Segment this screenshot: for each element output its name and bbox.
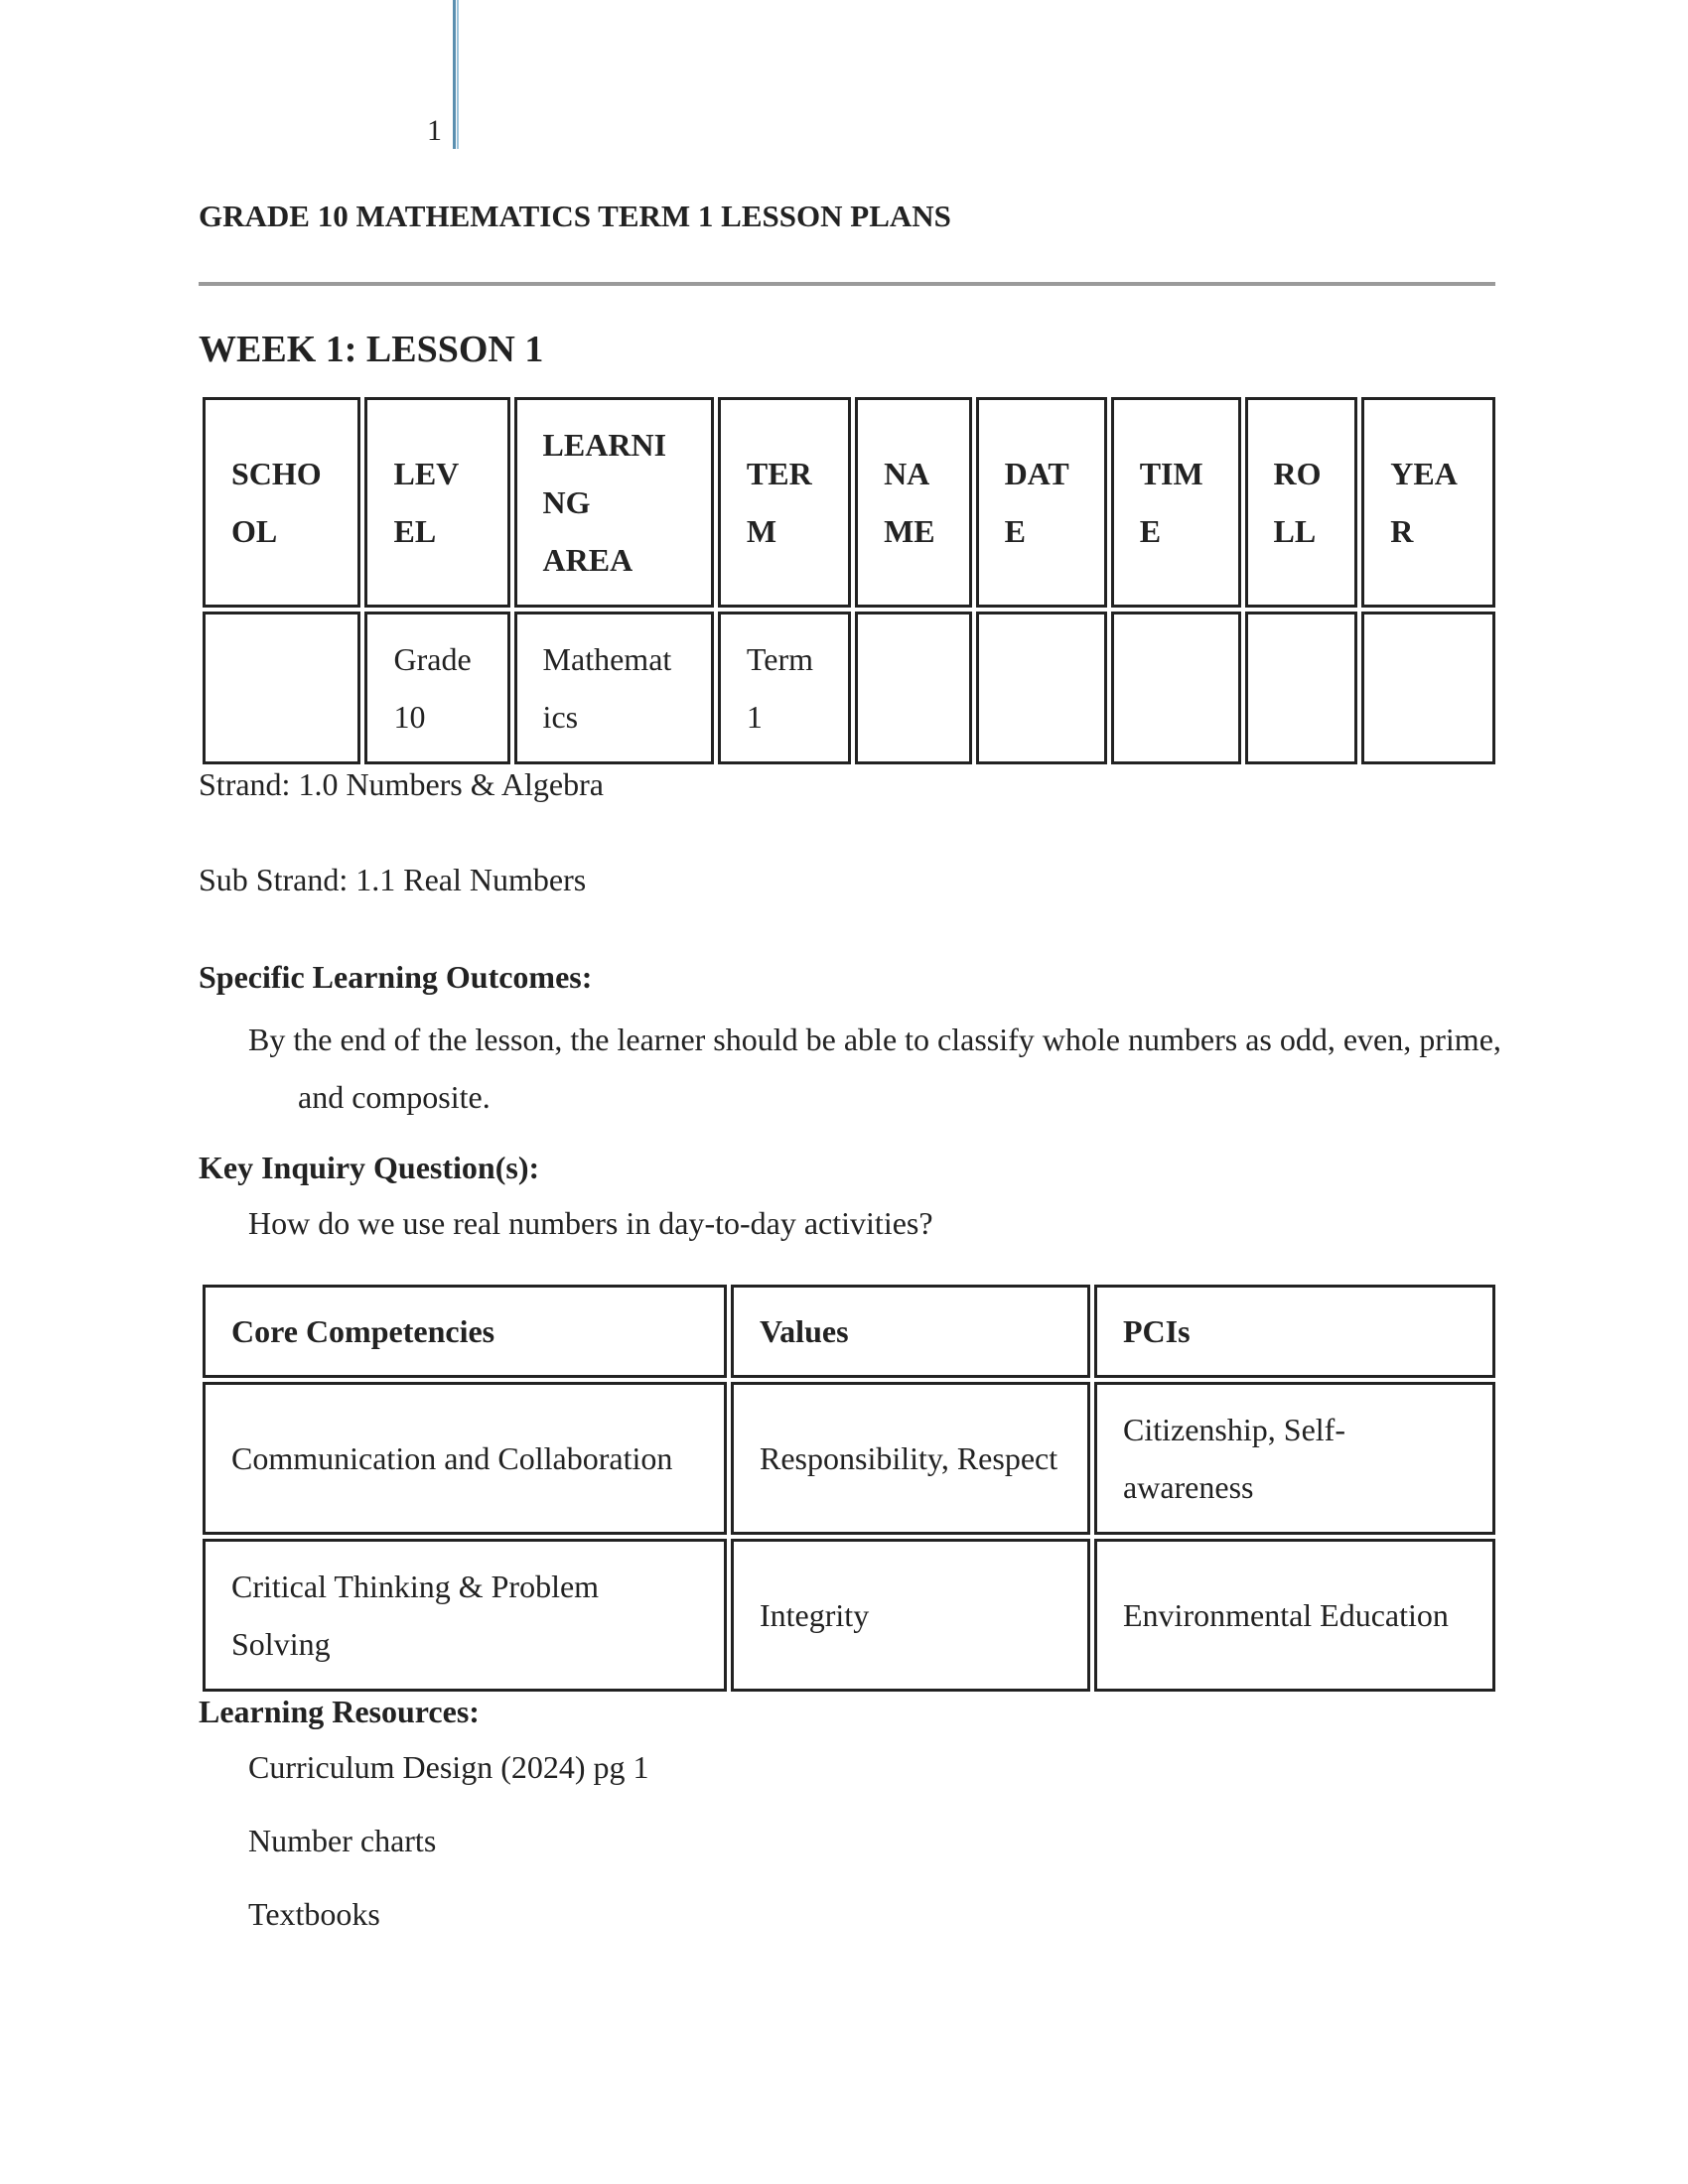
value-level-part: 10 (393, 699, 426, 735)
header-school (203, 397, 360, 608)
header-name-part: NA (884, 456, 930, 491)
header-roll-part: RO (1273, 456, 1322, 491)
header-term-part: TER (746, 456, 812, 491)
value-level (364, 612, 509, 764)
value-term-part: 1 (746, 699, 763, 735)
header-year (1361, 397, 1495, 608)
value-term (718, 612, 851, 764)
page-marker-line (453, 0, 459, 149)
header-name (855, 397, 972, 608)
header-level-part: EL (393, 513, 437, 549)
competency-cell: Communication and Collaboration (203, 1382, 727, 1535)
specific-learning-outcomes-label: Specific Learning Outcomes: (199, 959, 593, 995)
header-time-part: TIM (1139, 456, 1203, 491)
header-year-part: YEA (1390, 456, 1458, 491)
info-value-row (203, 612, 1495, 764)
header-date-part: DAT (1004, 456, 1069, 491)
competency-cell: Critical Thinking & Problem Solving (203, 1539, 727, 1692)
header-pcis: PCIs (1094, 1285, 1495, 1378)
header-date (976, 397, 1107, 608)
value-cell: Integrity (731, 1539, 1090, 1692)
week-heading: WEEK 1: LESSON 1 (199, 329, 544, 370)
header-level (364, 397, 509, 608)
header-roll-part: LL (1273, 513, 1317, 549)
value-year (1361, 612, 1495, 764)
header-learning-area-part: AREA (542, 542, 633, 578)
header-name-part: ME (884, 513, 935, 549)
pci-cell: Environmental Education (1094, 1539, 1495, 1692)
learning-resources-label: Learning Resources: (199, 1694, 480, 1729)
competencies-table (199, 1281, 1499, 1696)
value-name (855, 612, 972, 764)
header-level-part: LEV (393, 456, 460, 491)
resource-item: Curriculum Design (2024) pg 1 (248, 1749, 649, 1785)
value-date (976, 612, 1107, 764)
value-term-part: Term (746, 641, 813, 677)
value-time (1111, 612, 1241, 764)
key-inquiry-question: How do we use real numbers in day-to-day activities? (248, 1205, 933, 1241)
header-values: Values (731, 1285, 1090, 1378)
resource-item: Textbooks (248, 1896, 380, 1932)
key-inquiry-label: Key Inquiry Question(s): (199, 1150, 540, 1185)
value-learning-area (514, 612, 714, 764)
value-learning-area-part: Mathemat (542, 641, 672, 677)
specific-learning-outcome-text: By the end of the lesson, the learner should be able to classify whole numbers as odd, even, prime, and composite. (248, 1022, 1501, 1115)
lesson-info-table (199, 393, 1499, 768)
info-header-row (203, 397, 1495, 608)
competencies-header-row (203, 1285, 1495, 1378)
resource-item: Number charts (248, 1823, 437, 1858)
header-learning-area-part: NG (542, 484, 591, 520)
value-learning-area-part: ics (542, 699, 579, 735)
title-divider (199, 282, 1495, 286)
table-row (203, 1539, 1495, 1692)
header-school-part: SCHO (231, 456, 322, 491)
header-date-part: E (1004, 513, 1026, 549)
header-term-part: M (746, 513, 777, 549)
value-school (203, 612, 360, 764)
header-roll (1245, 397, 1358, 608)
header-learning-area-part: LEARNI (542, 427, 667, 463)
header-learning-area (514, 397, 714, 608)
value-level-part: Grade (393, 641, 472, 677)
header-core-competencies: Core Competencies (203, 1285, 727, 1378)
pci-cell: Citizenship, Self-awareness (1094, 1382, 1495, 1535)
header-time-part: E (1139, 513, 1162, 549)
value-cell: Responsibility, Respect (731, 1382, 1090, 1535)
header-time (1111, 397, 1241, 608)
table-row (203, 1382, 1495, 1535)
document-title: GRADE 10 MATHEMATICS TERM 1 LESSON PLANS (199, 199, 951, 233)
strand: Strand: 1.0 Numbers & Algebra (199, 766, 604, 802)
header-school-part: OL (231, 513, 278, 549)
sub-strand: Sub Strand: 1.1 Real Numbers (199, 862, 587, 897)
header-term (718, 397, 851, 608)
header-year-part: R (1390, 513, 1414, 549)
value-roll (1245, 612, 1358, 764)
page-number: 1 (427, 114, 442, 147)
